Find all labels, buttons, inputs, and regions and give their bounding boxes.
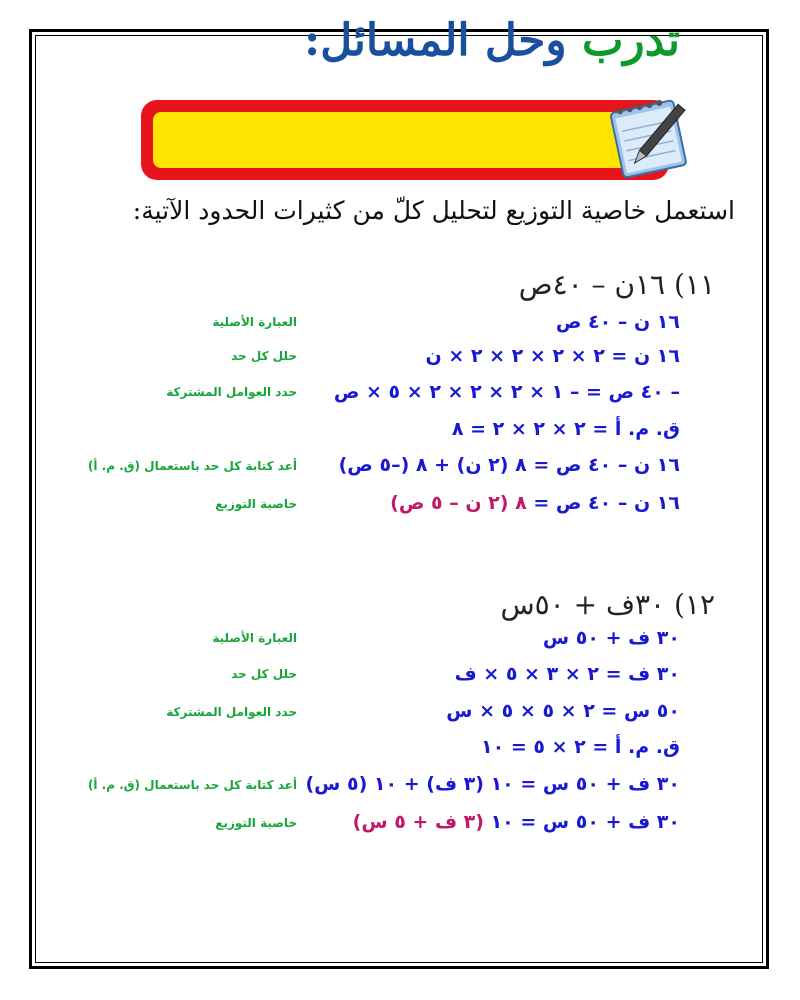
problem-11-step-6-lhs: ١٦ ن – ٤٠ ص = xyxy=(526,492,680,514)
problem-11-label-2: حلل كل حد xyxy=(231,349,297,363)
problem-12-step-1: ٣٠ ف + ٥٠ س xyxy=(542,627,680,649)
problem-12-heading: ١٢) ٣٠ف + ٥٠س xyxy=(500,588,715,621)
problem-11-step-4: ق. م. أ = ٢ × ٢ × ٢ = ٨ xyxy=(451,418,680,440)
banner-title xyxy=(304,16,680,66)
problem-11-label-6: خاصية التوزيع xyxy=(215,497,297,511)
problem-11-step-6 xyxy=(390,492,680,514)
problem-12-step-6 xyxy=(353,811,680,833)
problem-12-step-2: ٣٠ ف = ٢ × ٣ × ٥ × ف xyxy=(454,663,680,685)
problem-12-label-1: العبارة الأصلية xyxy=(212,631,297,645)
problem-12-step-3: ٥٠ س = ٢ × ٥ × ٥ × س xyxy=(446,700,680,722)
problem-11-label-1: العبارة الأصلية xyxy=(212,315,297,329)
problem-11-label-5: أعد كتابة كل حد باستعمال (ق. م. أ) xyxy=(87,459,297,473)
problem-11-label-3: حدد العوامل المشتركة xyxy=(166,385,297,399)
problem-12-step-4: ق. م. أ = ٢ × ٥ = ١٠ xyxy=(481,736,680,758)
notepad-pen-icon xyxy=(598,92,698,182)
problem-12-step-6-lhs: ٣٠ ف + ٥٠ س = ١٠ xyxy=(483,811,680,833)
problem-11-heading: ١١) ١٦ن – ٤٠ص xyxy=(518,268,715,301)
problem-12-step-5: ٣٠ ف + ٥٠ س = ١٠ (٣ ف) + ١٠ (٥ س) xyxy=(305,773,680,795)
problem-12-label-6: خاصية التوزيع xyxy=(215,816,297,830)
problem-12-label-5: أعد كتابة كل حد باستعمال (ق. م. أ) xyxy=(87,778,297,792)
problem-11-step-6-factored: ٨ (٢ ن – ٥ ص) xyxy=(390,492,527,514)
banner-fill xyxy=(153,112,657,168)
problem-11-step-2: ١٦ ن = ٢ × ٢ × ٢ × ٢ × ن xyxy=(425,345,680,367)
section-banner xyxy=(141,100,669,180)
banner-title-solve: وحل المسائل: xyxy=(304,15,582,66)
problem-12-step-6-factored: (٣ ف + ٥ س) xyxy=(352,811,484,833)
banner-title-practice: تدرب xyxy=(581,15,680,66)
instruction-text: استعمل خاصية التوزيع لتحليل كلّ من كثيرات الحدود الآتية: xyxy=(132,196,735,225)
problem-12-label-3: حدد العوامل المشتركة xyxy=(166,705,297,719)
problem-11-step-3: – ٤٠ ص = – ١ × ٢ × ٢ × ٢ × ٥ × ص xyxy=(333,381,680,403)
problem-11-step-1: ١٦ ن – ٤٠ ص xyxy=(555,311,680,333)
problem-11-step-5: ١٦ ن – ٤٠ ص = ٨ (٢ ن) + ٨ (–٥ ص) xyxy=(338,454,680,476)
problem-12-label-2: حلل كل حد xyxy=(231,667,297,681)
